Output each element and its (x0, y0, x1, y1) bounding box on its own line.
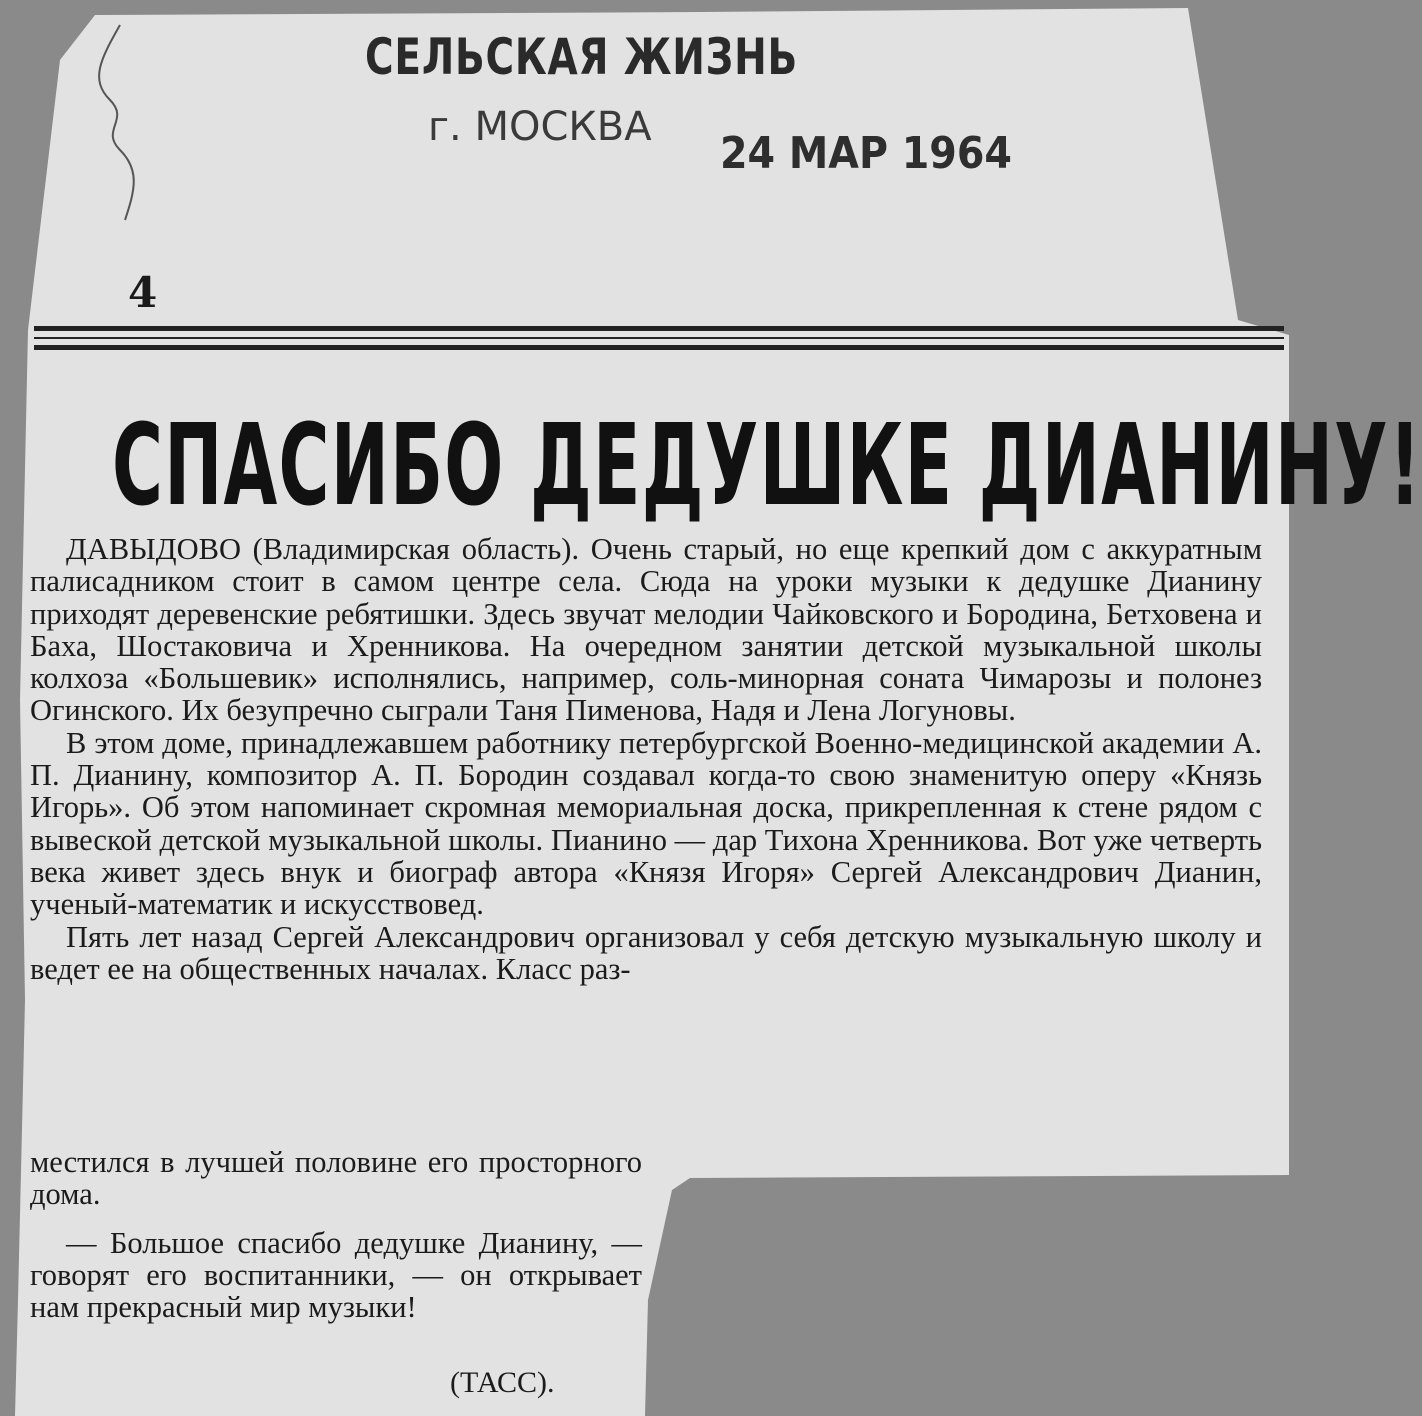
article-paragraph: В этом доме, принадлежавшем работнику петербургской Военно-медицинской академии А. П. Дианину, композитор А. П. Бородин создавал когда-то свою знаменитую оперу «Князь Игорь». Об этом напоминает скромная мемориальная доска, прикрепленная к стене рядом с вывеской детской музыкальной школы. Пианино — дар Тихона Хренникова. Вот уже четверть века живет здесь внук и биограф автора «Князя Игоря» Сергей Александрович Дианин, ученый-математик и искусствовед. (30, 725, 1262, 922)
newspaper-name-stamp: СЕЛЬСКАЯ ЖИЗНЬ (365, 28, 799, 86)
article-paragraph: Пять лет назад Сергей Александрович организовал у себя детскую музыкальную школу и ведет ее на общественных началах. Класс раз- (30, 919, 1262, 986)
page-number: 4 (128, 268, 158, 317)
article-paragraph: ДАВЫДОВО (Владимирская область). Очень старый, но еще крепкий дом с аккуратным палисадником стоит в самом центре села. Сюда на уроки музыки к дедушке Дианину приходят деревенские ребятишки. Здесь звучат мелодии Чайковского и Бородина, Бетховена и Баха, Шостаковича и Хренникова. На очередном занятии детской музыкальной школы колхоза «Большевик» исполнялись, например, соль-минорная соната Чимарозы и полонез Огинского. Их безупречно сыграли Таня Пименова, Надя и Лена Логуновы. (30, 532, 1262, 728)
article-paragraph: — Большое спасибо дедушке Дианину, — говорят его воспитанники, — он открывает нам прекрасный мир музыки! (30, 1225, 642, 1325)
city-stamp: г. МОСКВА (428, 104, 652, 150)
article-body-wide (30, 533, 1262, 985)
article-body-narrow (30, 1146, 642, 1323)
article-paragraph: местился в лучшей половине его просторного дома. (30, 1145, 642, 1212)
date-stamp: 24 МАР 1964 (720, 128, 1012, 179)
header-rule (34, 326, 1284, 331)
header-rule (34, 337, 1284, 339)
article-byline: (ТАСС). (450, 1366, 555, 1399)
header-rule (34, 345, 1284, 350)
pencil-mark (80, 20, 170, 240)
article-headline: СПАСИБО ДЕДУШКЕ ДИАНИНУ! (112, 401, 1422, 531)
